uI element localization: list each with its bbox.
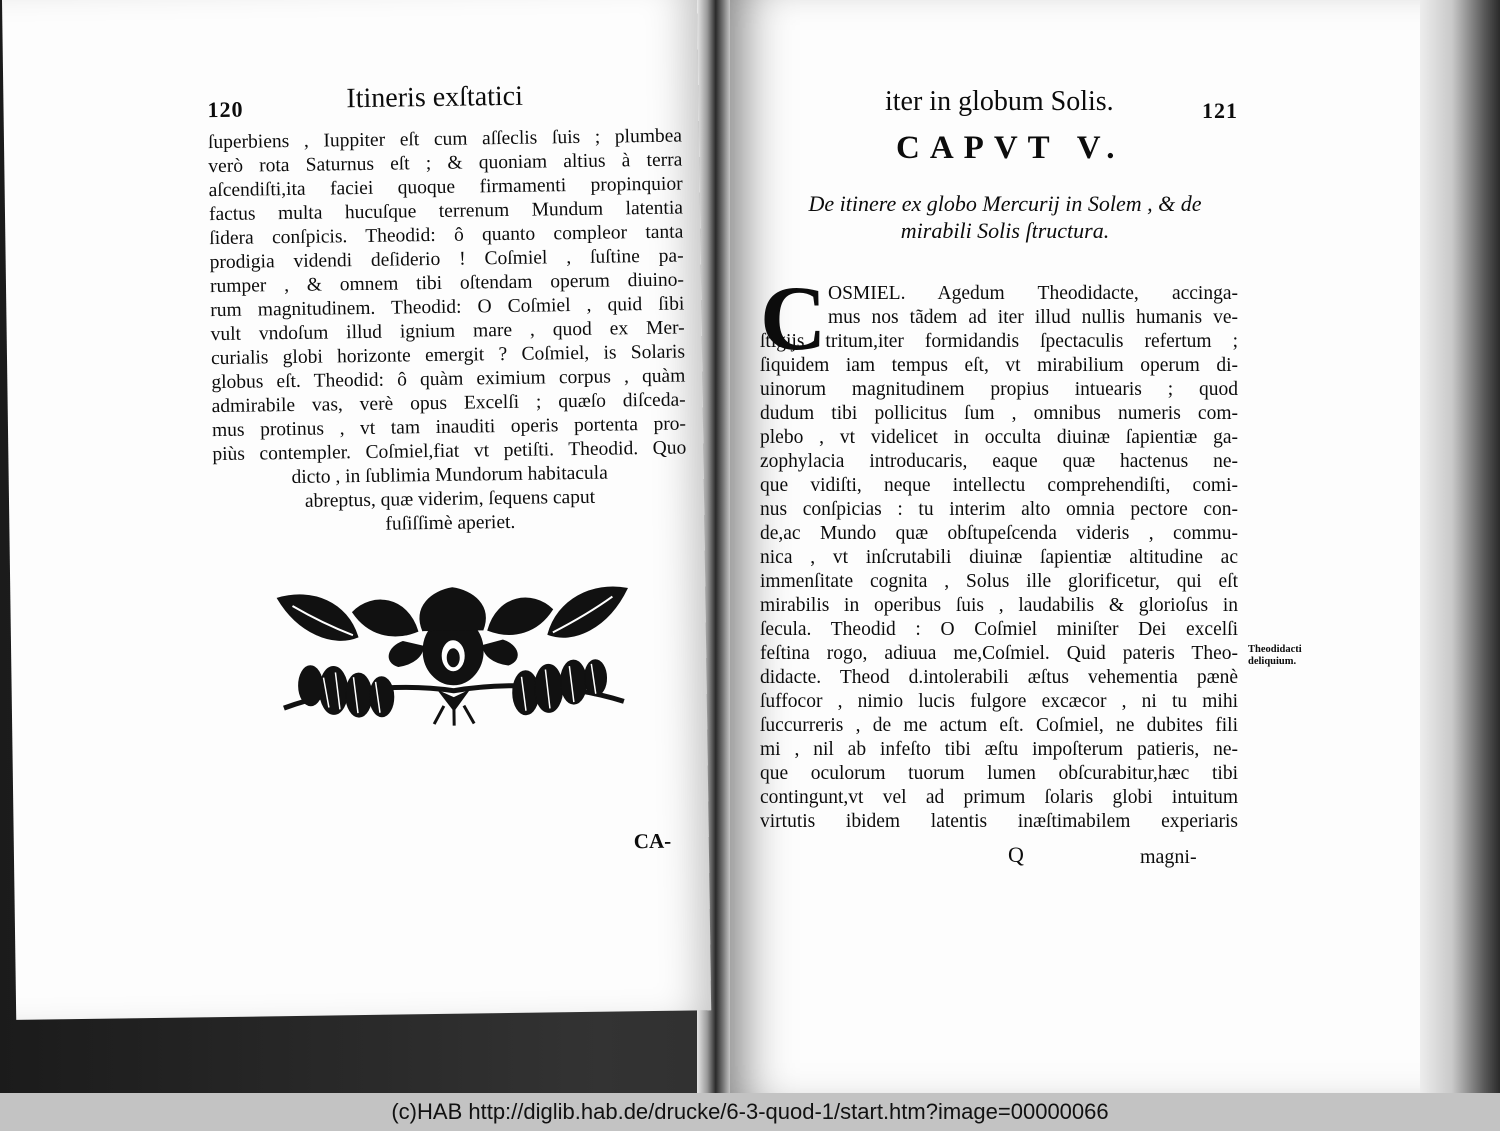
right-page: [730, 0, 1420, 1093]
floral-woodcut-icon: [272, 583, 634, 728]
text-line: curialis globi horizonte emergit ? Coſmiel, is Solaris: [210, 341, 686, 370]
page-edge: [1420, 0, 1500, 1093]
text-line: zophylacia introducaris, eaque quæ hactenus ne-: [760, 451, 1238, 472]
text-line: ſuperbiens , Iuppiter eſt cum aſſeclis ſuis ; plumbea: [207, 125, 683, 154]
text-line: ſuffocor , nimio lucis fulgore excæcor , ni tu mihi: [760, 691, 1238, 712]
text-line: mirabilis in operibus ſuis , laudabilis & glorioſus in: [760, 595, 1238, 616]
text-line: ſuccurreris , de me actum eſt. Coſmiel, ne dubites fili: [760, 715, 1238, 736]
text-line: dicto , in ſublimia Mundorum habitacula: [291, 462, 608, 489]
text-line: de,ac Mundo quæ obſtupeſcenda videris , commu-: [760, 523, 1238, 544]
text-line: vult vndoſum illud ignium mare , quod ex Mer-: [210, 317, 685, 346]
left-running-title: Itineris exſtatici: [346, 80, 524, 115]
text-line: virtutis ibidem latentis inæſtimabilem experiaris: [760, 811, 1238, 832]
text-line: rumper , & omnem tibi oſtendam operum diuino-: [209, 269, 685, 298]
text-line: OSMIEL. Agedum Theodidacte, accinga-: [828, 283, 1238, 304]
text-line: factus multa hucuſque terrenum Mundum latentia: [208, 197, 684, 226]
text-line: nica , vt inſcrutabili diuinæ ſapientiæ altitudine ac: [760, 547, 1238, 568]
text-line: nus conſpicias : tu interim alto omnia pectore con-: [760, 499, 1238, 520]
subtitle-line: mirabili Solis ſtructura.: [900, 218, 1110, 243]
text-line: dudum tibi pollicitus ſum , omnibus numeris com-: [760, 403, 1238, 424]
text-line: piùs contempler. Coſmiel,fiat vt petiſti. Theodid. Quo: [212, 437, 687, 466]
text-line: fuſiſſimè aperiet.: [385, 511, 516, 535]
text-line: mus nos tãdem ad iter illud nullis humanis ve-: [828, 307, 1238, 328]
copyright-footer: (c)HAB http://diglib.hab.de/drucke/6-3-quod-1/start.htm?image=00000066: [0, 1093, 1500, 1131]
subtitle-line: De itinere ex globo Mercurij in Solem , & de: [808, 191, 1202, 216]
left-page-number: 120: [207, 96, 244, 123]
text-line: rum magnitudinem. Theodid: O Coſmiel , quid ſibi: [210, 293, 685, 322]
text-line: plebo , vt videlicet in occulta diuinæ ſapientiæ ga-: [760, 427, 1238, 448]
left-page: [2, 0, 711, 1020]
text-line: verò rota Saturnus eſt ; & quoniam altius à terra: [208, 149, 683, 178]
text-line: aſcendiſti,ita faciei quoque firmamenti propinquior: [208, 173, 683, 202]
text-line: mus protinus , vt tam inauditi operis portenta pro-: [211, 413, 687, 442]
right-running-title: iter in globum Solis.: [885, 86, 1114, 117]
text-line: ſiquidem iam tempus eſt, vt mirabilium operum di-: [760, 355, 1238, 376]
text-line: contingunt,vt vel ad primum ſolaris globi intuitum: [760, 787, 1238, 808]
text-line: admirabile vas, verè opus Excelſi ; quæſo diſceda-: [211, 389, 686, 418]
text-line: que vidiſti, neque intellectu comprehendiſti, comi-: [760, 475, 1238, 496]
text-line: uinorum magnitudinem propius intuearis ; quod: [760, 379, 1238, 400]
left-body-text: [208, 125, 688, 540]
marginal-note: [1248, 644, 1302, 668]
right-page-number: 121: [1202, 98, 1238, 123]
text-line: abreptus, quæ viderim, ſequens caput: [304, 486, 596, 512]
marginal-note-line: Theodidacti: [1248, 644, 1302, 655]
text-line: ſecula. Theodid : O Coſmiel miniſter Dei excelſi: [760, 619, 1238, 640]
left-catchword: CA-: [633, 828, 672, 854]
right-body-first-lines: [828, 282, 1238, 330]
right-catchword: magni-: [1140, 846, 1197, 868]
text-line: didacte. Theod d.intolerabili æſtus vehementia pænè: [760, 667, 1238, 688]
text-line: prodigia videndi deſiderio ! Coſmiel , ſuſtine pa-: [209, 245, 684, 274]
text-line: ſtigijs tritum,iter formidandis ſpectaculis refertum ;: [760, 331, 1238, 352]
signature-mark: Q: [1008, 842, 1024, 867]
text-line: mi , nil ab infeſto tibi æſtu impoſterum patieris, ne-: [760, 739, 1238, 760]
text-line: que oculorum tuorum lumen obſcurabitur,hæc tibi: [760, 763, 1238, 784]
marginal-note-line: deliquium.: [1248, 656, 1297, 667]
chapter-subtitle: [760, 190, 1250, 244]
text-line: globus eſt. Theodid: ô quàm eximium corpus , quàm: [211, 365, 686, 394]
text-line: ſidera conſpicis. Theodid: ô quanto compleor tanta: [209, 221, 684, 250]
text-line: immenſitate cognita , Solus ille glorificetur, qui eſt: [760, 571, 1238, 592]
chapter-heading: CAPVT V.: [896, 130, 1125, 166]
text-line: feſtina rogo, adiuua me,Coſmiel. Quid pateris Theo-: [760, 643, 1238, 664]
drop-cap: C: [760, 267, 827, 369]
right-body-text: [760, 330, 1238, 834]
